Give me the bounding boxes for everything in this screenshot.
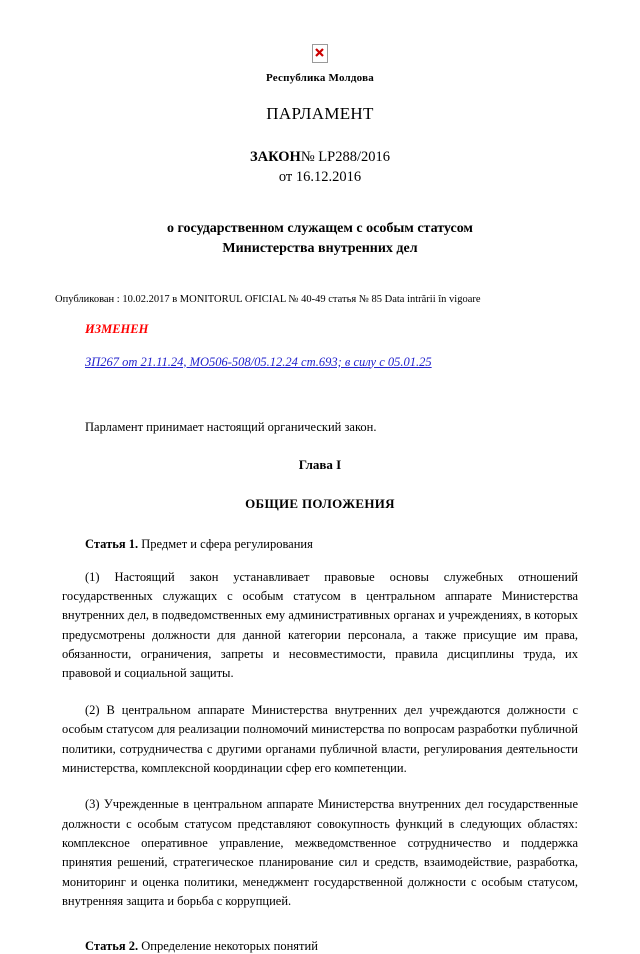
article-1-heading	[85, 537, 640, 552]
chapter-number: Глава I	[298, 456, 342, 472]
law-date: от 16.12.2016	[278, 169, 362, 185]
institution-heading: ПАРЛАМЕНТ	[266, 104, 374, 123]
law-number-line	[0, 149, 640, 166]
document-title-line-2: Министерства внутренних дел	[222, 241, 418, 257]
document-title-line-1: о государственном служащем с особым статусом	[167, 221, 473, 236]
broken-image-icon	[312, 44, 328, 63]
law-number: № LP288/2016	[300, 149, 390, 165]
publication-info: Опубликован : 10.02.2017 в MONITORUL OFICIAL № 40-49 статья № 85 Data intrării în vigoare	[55, 293, 481, 305]
article-1-paragraph-3: (3) Учрежденные в центральном аппарате Министерства внутренних дел государственные должности с особым статусом представляют совокупность функций в следующих областях: комплексное оперативное управление, межведомственное сотрудничество и поддержка принятия решений, стратегическое планирование сил и средств, взаимодействие, разработка, мониторинг и оценка политики, менеджмент государственной должности с особым статусом, внутренняя защита и борьба с коррупцией.	[62, 797, 578, 909]
article-1-title: Предмет и сфера регулирования	[138, 536, 313, 551]
article-1-paragraph-2: (2) В центральном аппарате Министерства внутренних дел учреждаются должности с особым статусом для реализации полномочий министерства по вопросам разработки публичной политики, сотрудничества с другими органами публичной власти, регулирования деятельности министерства, комплексной координации сфер его компетенции.	[62, 702, 578, 775]
article-1-paragraph-1: (1) Настоящий закон устанавливает правовые основы служебных отношений государственных служащих с особым статусом в центральном аппарате Министерства внутренних дел, в подведомственных ему административных органах и учреждениях, в которых предусмотрены должности для данной категории персонала, а также присущие им права, обязанности, ограничения, запреты и несовместимости, правила дисциплины труда, их правовой и социальной защиты.	[62, 569, 578, 681]
law-label: ЗАКОН	[249, 149, 301, 165]
document-title	[85, 219, 555, 260]
article-2-heading	[85, 939, 640, 954]
article-1-number: Статья 1.	[85, 536, 139, 551]
modified-label: ИЗМЕНЕН	[85, 321, 149, 336]
adoption-sentence: Парламент принимает настоящий органический закон.	[85, 419, 377, 434]
amendment-link[interactable]: ЗП267 от 21.11.24, МО506-508/05.12.24 ст.693; в силу с 05.01.25	[85, 354, 432, 369]
article-2-number: Статья 2.	[85, 938, 139, 953]
article-2-title: Определение некоторых понятий	[138, 938, 318, 953]
broken-image-container	[0, 0, 640, 63]
country-heading: Республика Молдова	[266, 72, 374, 84]
chapter-name: ОБЩИЕ ПОЛОЖЕНИЯ	[245, 495, 395, 511]
